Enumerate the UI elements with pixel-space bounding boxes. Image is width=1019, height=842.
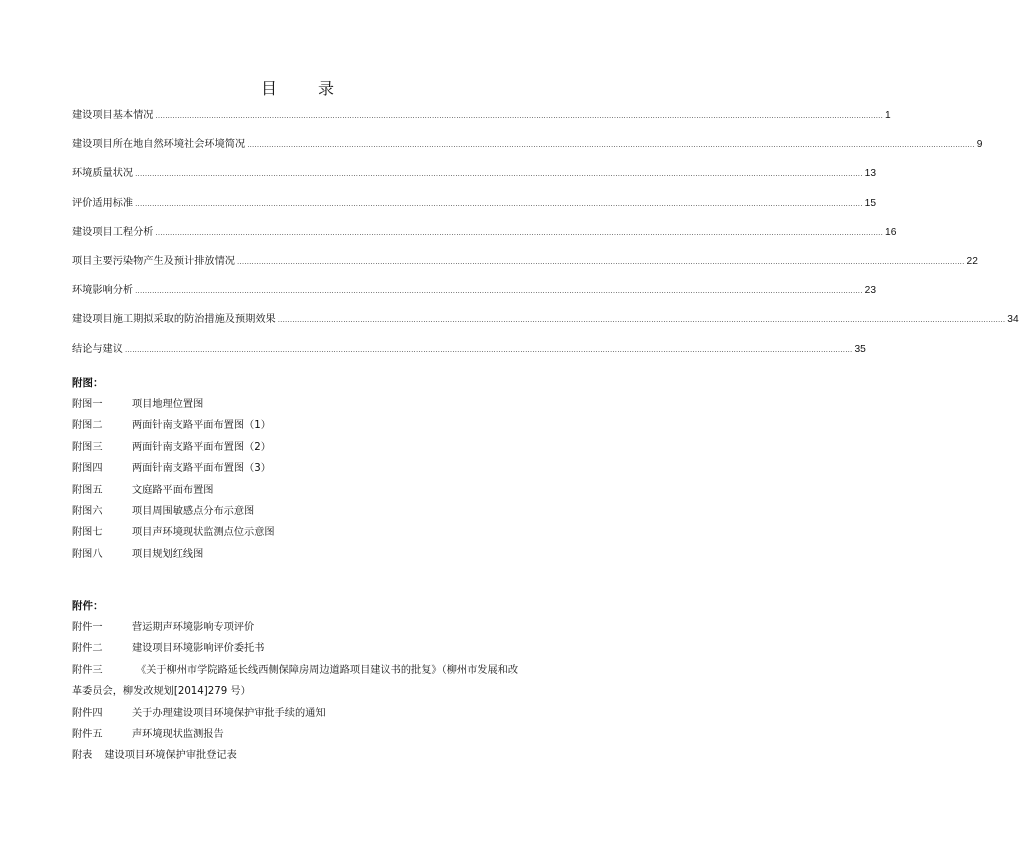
item-key: 附件三: [72, 664, 103, 676]
toc-label: 建设项目基本情况: [72, 110, 154, 121]
toc-leader: ............................................................................................................................................................................................................................................................................................................: [135, 199, 863, 208]
toc-label: 环境影响分析: [72, 285, 134, 297]
toc-label: 建设项目施工期拟采取的防治措施及预期效果: [72, 314, 276, 326]
list-item: [72, 394, 528, 415]
toc-leader: ............................................................................................................................................................................................................................................................................................................: [155, 112, 884, 120]
page-title: 目 录: [260, 79, 353, 98]
figures-heading: 附图：: [72, 377, 104, 389]
item-key: 附图六: [72, 506, 103, 518]
item-key: 附图五: [72, 484, 103, 496]
toc-entry[interactable]: [72, 138, 983, 167]
toc-entry[interactable]: [72, 343, 866, 372]
toc-entry[interactable]: [72, 226, 897, 255]
toc-entry[interactable]: [72, 197, 876, 226]
table-of-contents: [72, 109, 1019, 372]
list-item: [72, 724, 528, 745]
item-text: 营运期声环境影响专项评价: [132, 622, 255, 633]
item-text: 声环境现状监测报告: [132, 729, 224, 741]
toc-page-number: 1: [885, 110, 891, 121]
toc-leader: ............................................................................................................................................................................................................................................................................................................: [247, 141, 975, 150]
toc-entry[interactable]: [72, 313, 1019, 342]
item-key: 附图二: [72, 420, 103, 432]
toc-page-number: 13: [864, 168, 876, 180]
item-text: 《关于柳州市学院路延长线西侧保障房周边道路项目建议书的批复》（柳州市发展和改革委员会，柳发改规划[2014]279 号）: [72, 664, 519, 698]
item-text: 两面针南支路平面布置图（2）: [132, 441, 271, 453]
list-item: [72, 501, 528, 522]
item-text: 项目地理位置图: [132, 399, 204, 410]
item-key: 附件一: [72, 622, 103, 633]
list-item: [72, 660, 528, 703]
item-key: 附图七: [72, 527, 103, 539]
toc-page-number: 23: [864, 285, 876, 297]
toc-page-number: 9: [976, 139, 983, 151]
toc-page-number: 35: [854, 343, 866, 355]
toc-leader: ............................................................................................................................................................................................................................................................................................................: [237, 257, 965, 266]
attachments-heading: 附件：: [72, 600, 104, 612]
item-key: 附图三: [72, 441, 103, 453]
list-item: [72, 617, 528, 638]
list-item: [72, 480, 528, 501]
toc-leader: ............................................................................................................................................................................................................................................................................................................: [155, 228, 884, 237]
list-item: [72, 703, 528, 724]
toc-page-number: 15: [864, 197, 876, 209]
toc-leader: ............................................................................................................................................................................................................................................................................................................: [135, 170, 863, 179]
list-item: [72, 522, 528, 543]
item-text: 项目声环境现状监测点位示意图: [132, 527, 275, 539]
item-text: 文庭路平面布置图: [132, 484, 214, 496]
toc-entry[interactable]: [72, 255, 978, 284]
list-item: [72, 544, 528, 565]
list-item: [72, 745, 528, 766]
item-key: 附件二: [72, 643, 103, 655]
list-item: [72, 415, 528, 436]
item-text: 建设项目环境保护审批登记表: [104, 750, 237, 762]
toc-label: 建设项目工程分析: [72, 226, 154, 238]
item-key: 附件五: [72, 729, 103, 741]
item-key: 附件四: [72, 707, 103, 719]
toc-leader: ............................................................................................................................................................................................................................................................................................................: [124, 345, 853, 354]
list-item: [72, 458, 528, 479]
toc-label: 环境质量状况: [72, 168, 134, 180]
toc-label: 建设项目所在地自然环境社会环境简况: [72, 139, 246, 151]
list-item: [72, 437, 528, 458]
toc-entry[interactable]: [72, 284, 876, 313]
item-key: 附图一: [72, 399, 103, 410]
attachments-list: [72, 617, 528, 767]
list-item: [72, 638, 528, 659]
item-text: 项目规划红线图: [132, 548, 204, 560]
toc-page-number: 22: [966, 255, 978, 267]
toc-entry[interactable]: [72, 109, 891, 138]
toc-entry[interactable]: [72, 167, 876, 196]
item-text: 项目周围敏感点分布示意图: [132, 506, 255, 518]
item-text: 建设项目环境影响评价委托书: [132, 643, 265, 655]
item-key: 附图四: [72, 463, 103, 475]
toc-label: 项目主要污染物产生及预计排放情况: [72, 255, 235, 267]
toc-label: 评价适用标准: [72, 197, 134, 209]
toc-leader: ............................................................................................................................................................................................................................................................................................................: [135, 287, 863, 296]
item-text: 两面针南支路平面布置图（3）: [132, 463, 271, 475]
item-key: 附表: [72, 750, 93, 762]
figures-list: [72, 394, 528, 565]
item-text: 关于办理建设项目环境保护审批手续的通知: [132, 707, 326, 719]
toc-label: 结论与建议: [72, 343, 123, 355]
item-text: 两面针南支路平面布置图（1）: [132, 420, 271, 432]
toc-page-number: 34: [1007, 314, 1019, 326]
item-key: 附图八: [72, 548, 103, 560]
toc-page-number: 16: [885, 226, 897, 238]
toc-leader: ............................................................................................................................................................................................................................................................................................................: [277, 316, 1006, 325]
